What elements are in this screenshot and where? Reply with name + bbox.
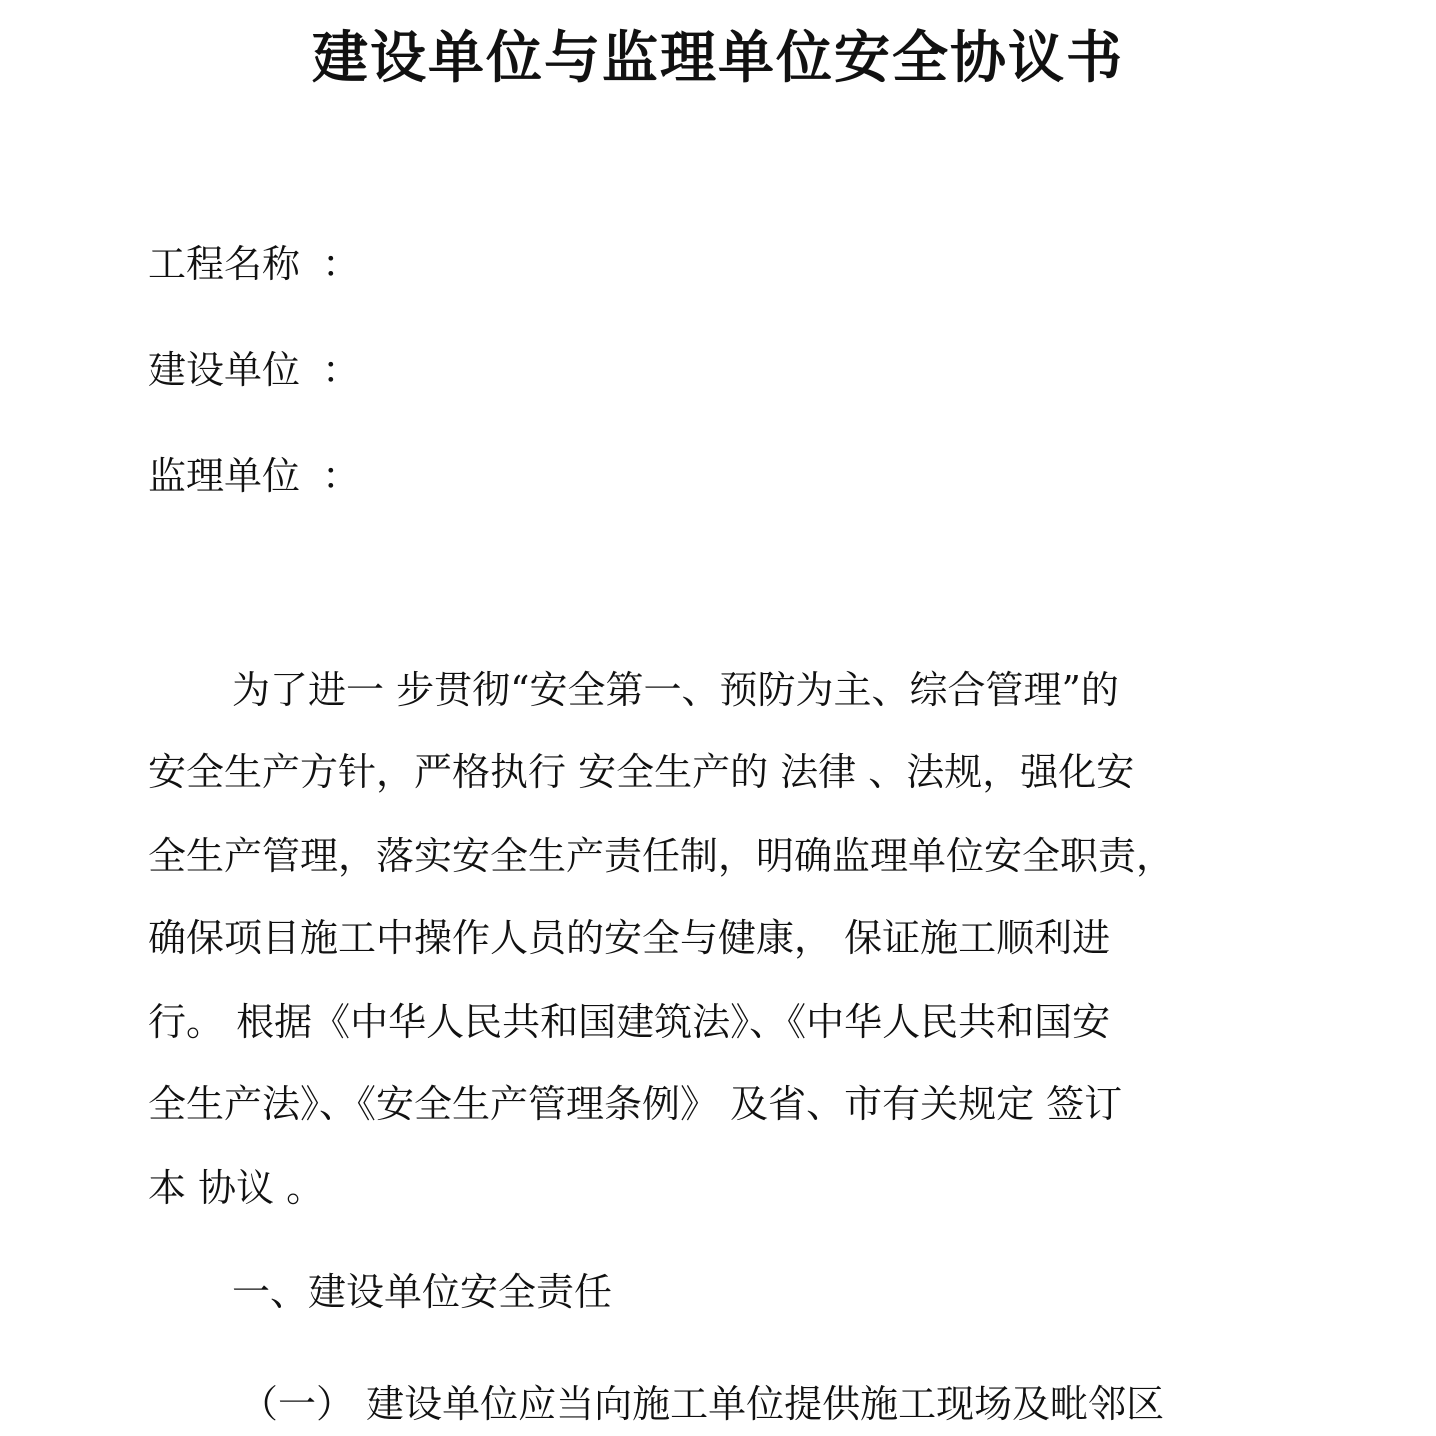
body-line: 安全生产方针，严格执行 安全生产的 法律 、法规，强化安 xyxy=(148,750,1135,794)
field-colon: ： xyxy=(322,348,361,392)
field-construction-unit xyxy=(148,344,360,396)
section-subitem: （一） 建设单位应当向施工单位提供施工现场及毗邻区 xyxy=(240,1382,1165,1426)
field-label: 建设单位 xyxy=(148,348,301,392)
field-label: 工程名称 xyxy=(148,242,301,286)
body-line: 本 协议 。 xyxy=(148,1166,325,1210)
body-line: 全生产法》、《安全生产管理条例》 及省、市有关规定 签订 xyxy=(148,1082,1123,1126)
field-supervision-unit xyxy=(148,450,360,502)
body-line: 为了进一 步贯彻“安全第一、预防为主、综合管理”的 xyxy=(232,668,1119,712)
document-title: 建设单位与监理单位安全协议书 xyxy=(312,25,1124,91)
field-colon: ： xyxy=(322,454,361,498)
body-line: 确保项目施工中操作人员的安全与健康， 保证施工顺利进 xyxy=(148,916,1111,960)
section-heading: 一、建设单位安全责任 xyxy=(232,1270,613,1314)
field-colon: ： xyxy=(322,242,361,286)
field-label: 监理单位 xyxy=(148,454,301,498)
body-line: 全生产管理，落实安全生产责任制，明确监理单位安全职责， xyxy=(148,834,1175,878)
field-project-name xyxy=(148,238,360,290)
body-line: 行。 根据《中华人民共和国建筑法》、《中华人民共和国安 xyxy=(148,1000,1111,1044)
